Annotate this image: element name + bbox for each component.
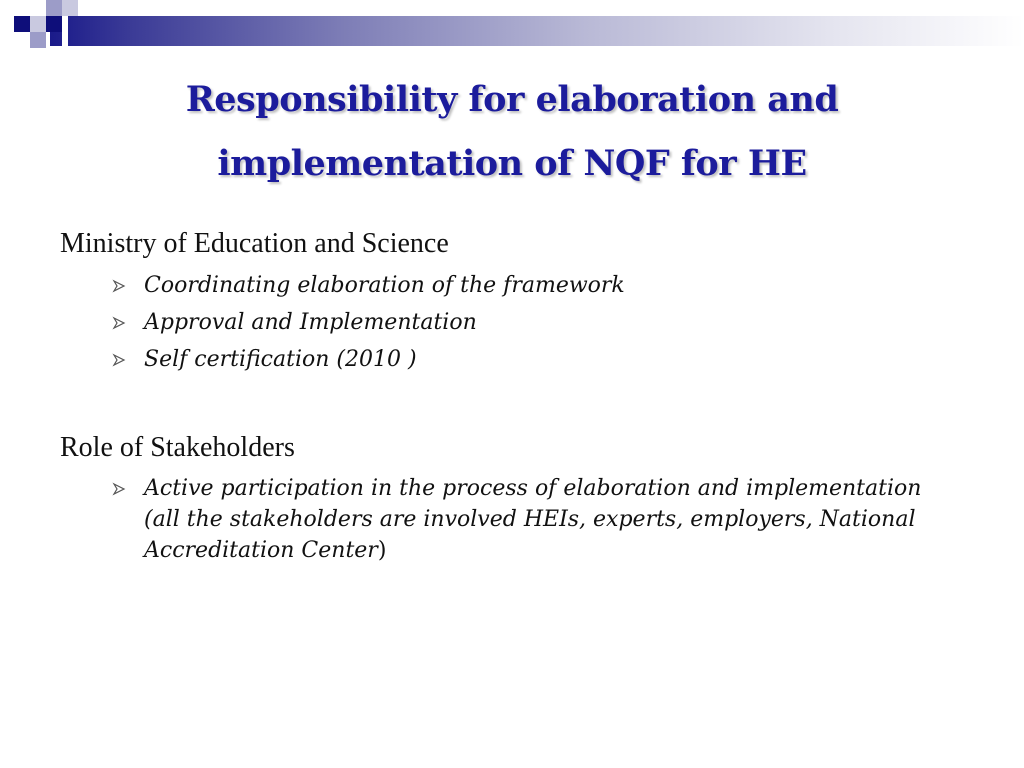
section-heading-ministry: Ministry of Education and Science: [60, 228, 449, 259]
arrow-bullet-icon: [112, 316, 126, 330]
decor-square-navy-2: [46, 16, 62, 32]
slide-title: [0, 68, 1024, 196]
title-line-2: implementation of NQF for HE: [217, 143, 807, 184]
header-gradient-band: [50, 16, 1024, 46]
bullet-list-stakeholders: [110, 473, 930, 572]
title-line-1: Responsibility for elaboration and: [185, 79, 839, 120]
bullet-text: Approval and Implementation: [144, 310, 477, 335]
decor-square-mid-2: [30, 32, 46, 48]
bullet-list-ministry: [110, 270, 930, 381]
bullet-text: Coordinating elaboration of the framework: [144, 273, 625, 298]
bullet-item: [110, 344, 930, 375]
bullet-text: Active participation in the process of elaboration and implementation (all the stakeholders are involved HEIs, experts, employers, National Accreditation Center: [144, 476, 922, 563]
bullet-text: Self certification (2010 ): [144, 347, 417, 372]
decor-square-mid: [46, 0, 62, 16]
bullet-item: [110, 473, 930, 566]
bullet-suffix: ): [377, 538, 387, 563]
bullet-item: [110, 307, 930, 338]
bullet-item: [110, 270, 930, 301]
decor-gap: [62, 16, 68, 46]
arrow-bullet-icon: [112, 279, 126, 293]
arrow-bullet-icon: [112, 482, 126, 496]
decor-square-navy: [14, 16, 30, 32]
decor-square-light: [30, 16, 46, 32]
section-heading-stakeholders: Role of Stakeholders: [60, 432, 295, 463]
decor-square-light-2: [62, 0, 78, 16]
arrow-bullet-icon: [112, 353, 126, 367]
